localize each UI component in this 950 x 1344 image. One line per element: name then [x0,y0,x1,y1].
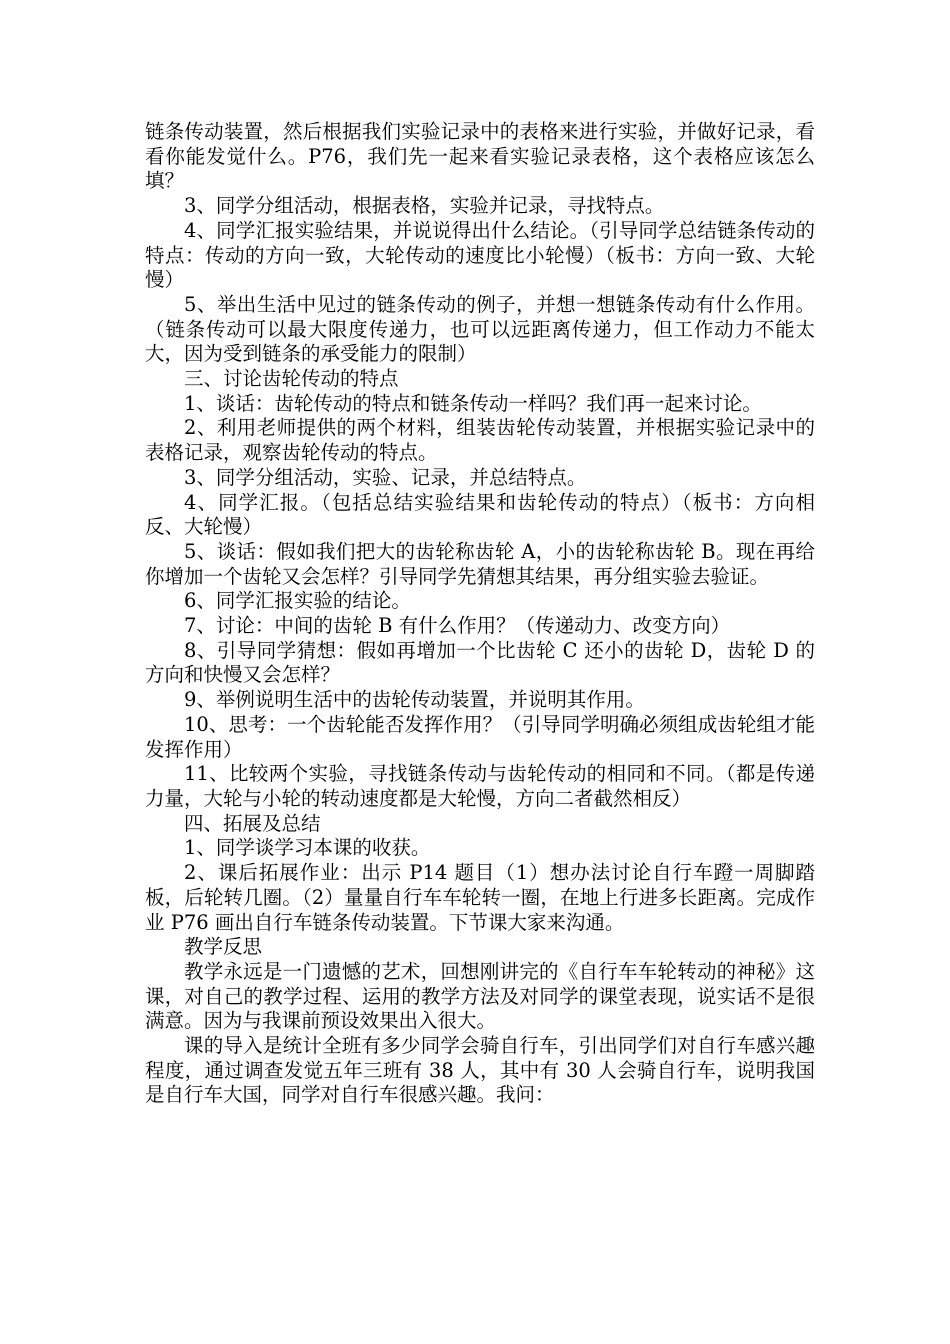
paragraph: 9、举例说明生活中的齿轮传动装置，并说明其作用。 [184,688,645,712]
paragraph: 4、同学汇报。（包括总结实验结果和齿轮传动的特点）（板书：方向相反、大轮慢） [145,490,815,539]
paragraph: 2、课后拓展作业：出示 P14 题目（1）想办法讨论自行车蹬一周脚踏板，后轮转几圈。（2）量量自行车车轮转一圈，在地上行进多长距离。完成作业 P76 画出自行车链条传动装置。下节课大家来沟通。 [145,861,815,934]
paragraph: 11、比较两个实验，寻找链条传动与齿轮传动的相同和不同。（都是传递力量，大轮与小轮的转动速度都是大轮慢，方向二者截然相反） [145,762,815,810]
paragraph: 3、同学分组活动，根据表格，实验并记录，寻找特点。 [184,194,665,218]
paragraph: 5、谈话：假如我们把大的齿轮称齿轮 A，小的齿轮称齿轮 B。现在再给你增加一个齿轮又会怎样？引导同学先猜想其结果，再分组实验去验证。 [145,539,815,588]
paragraph: 5、举出生活中见过的链条传动的例子，并想一想链条传动有什么作用。（链条传动可以最大限度传递力，也可以远距离传递力，但工作动力不能太大，因为受到链条的承受能力的限制） [145,292,815,366]
section-heading: 三、讨论齿轮传动的特点 [184,367,399,391]
paragraph: 1、同学谈学习本课的收获。 [184,836,431,860]
paragraph: 8、引导同学猜想：假如再增加一个比齿轮 C 还小的齿轮 D，齿轮 D 的方向和快慢又会怎样？ [145,638,815,687]
paragraph: 课的导入是统计全班有多少同学会骑自行车，引出同学们对自行车感兴趣程度，通过调查发觉五年三班有 38 人，其中有 30 人会骑自行车，说明我国是自行车大国，同学对自行车很感兴趣。我问： [145,1034,815,1107]
paragraph: 7、讨论：中间的齿轮 B 有什么作用？（传递动力、改变方向） [184,614,731,638]
paragraph: 10、思考：一个齿轮能否发挥作用？（引导同学明确必须组成齿轮组才能发挥作用） [145,712,815,761]
paragraph: 2、利用老师提供的两个材料，组装齿轮传动装置，并根据实验记录中的表格记录，观察齿轮传动的特点。 [145,416,815,465]
paragraph: 3、同学分组活动，实验、记录，并总结特点。 [184,465,587,489]
document-page [145,120,815,1108]
section-heading: 教学反思 [184,935,263,959]
paragraph: 6、同学汇报实验的结论。 [184,589,411,613]
paragraph: 教学永远是一门遗憾的艺术，回想刚讲完的《自行车车轮转动的神秘》这课，对自己的教学过程、运用的教学方法及对同学的课堂表现，说实话不是很满意。因为与我课前预设效果出入很大。 [145,959,815,1033]
paragraph: 1、谈话：齿轮传动的特点和链条传动一样吗？我们再一起来讨论。 [184,391,762,415]
section-heading: 四、拓展及总结 [184,811,321,835]
paragraph: 4、同学汇报实验结果，并说说得出什么结论。（引导同学总结链条传动的特点：传动的方向一致，大轮传动的速度比小轮慢）（板书：方向一致、大轮慢） [145,218,815,292]
paragraph: 链条传动装置，然后根据我们实验记录中的表格来进行实验，并做好记录，看看你能发觉什么。P76，我们先一起来看实验记录表格，这个表格应该怎么填？ [145,120,815,193]
